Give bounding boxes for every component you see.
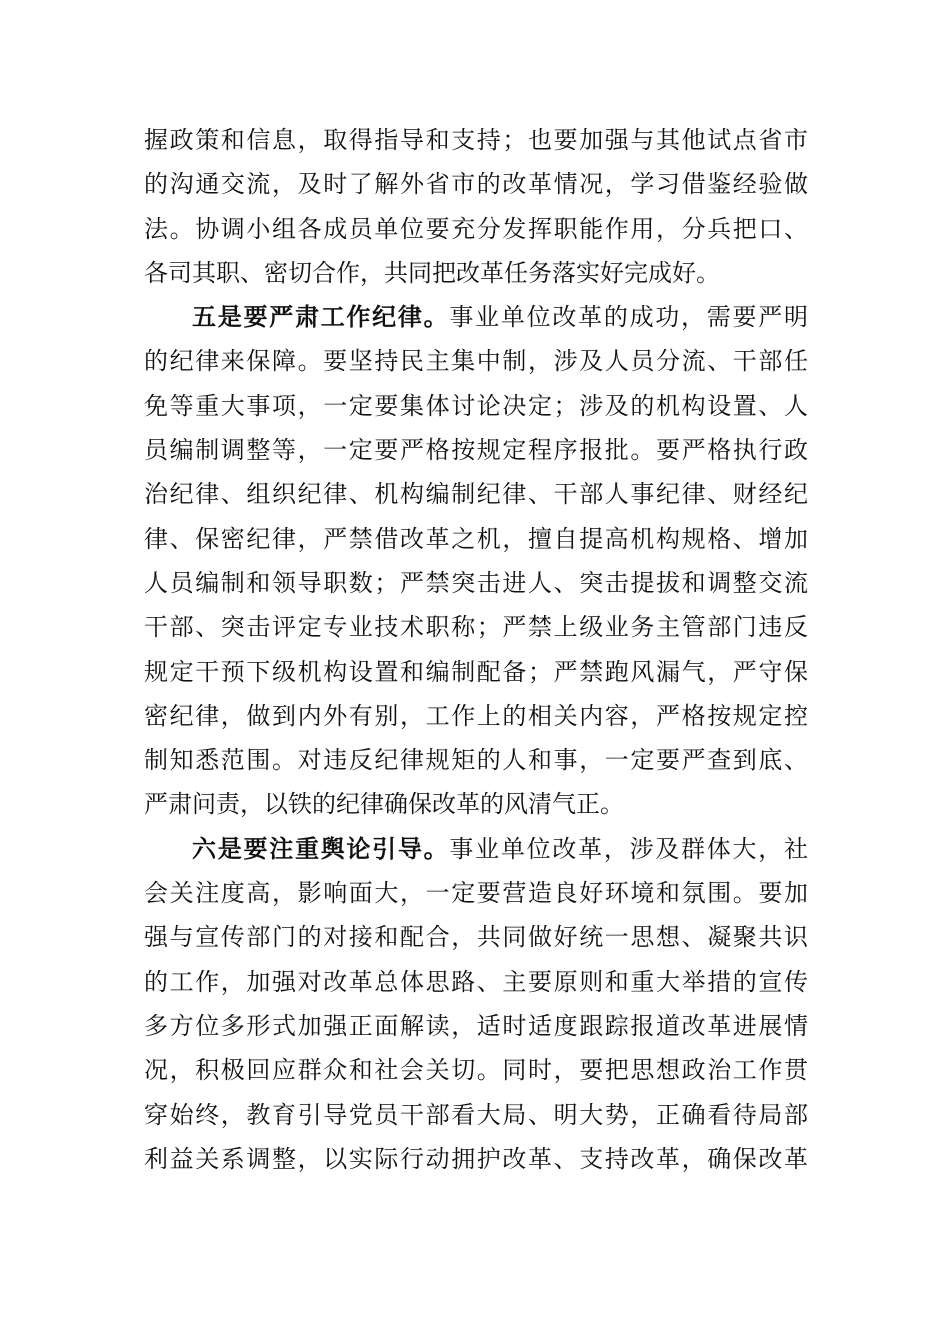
text-line: 治纪律、组织纪律、机构编制纪律、干部人事纪律、财经纪 [144, 480, 808, 509]
text-line [144, 295, 808, 339]
text-line: 穿始终，教育引导党员干部看大局、明大势，正确看待局部 [144, 1100, 808, 1129]
text-line: 制知悉范围。对违反纪律规矩的人和事，一定要严查到底、 [144, 746, 808, 775]
text-line: 严肃问责，以铁的纪律确保改革的风清气正。 [144, 790, 624, 819]
text-line: 的纪律来保障。要坚持民主集中制，涉及人员分流、干部任 [144, 347, 808, 376]
text-line: 各司其职、密切合作，共同把改革任务落实好完成好。 [144, 258, 720, 287]
paragraph-public-opinion [144, 827, 808, 1181]
text-line: 干部、突击评定专业技术职称；严禁上级业务主管部门违反 [144, 613, 808, 642]
text-line: 律、保密纪律，严禁借改革之机，擅自提高机构规格、增加 [144, 524, 808, 553]
text-line: 况，积极回应群众和社会关切。同时，要把思想政治工作贯 [144, 1056, 808, 1085]
text-line: 人员编制和领导职数；严禁突击进人、突击提拔和调整交流 [144, 568, 808, 597]
text-line: 强与宣传部门的对接和配合，共同做好统一思想、凝聚共识 [144, 923, 808, 952]
text-line: 员编制调整等，一定要严格按规定程序报批。要严格执行政 [144, 436, 808, 465]
paragraph-coordination [144, 118, 808, 295]
text-line: 的沟通交流，及时了解外省市的改革情况，学习借鉴经验做 [144, 170, 808, 199]
text-line: 多方位多形式加强正面解读，适时适度跟踪报道改革进展情 [144, 1011, 808, 1040]
text-line [144, 827, 808, 871]
paragraph-heading: 五是要严肃工作纪律。 [192, 302, 450, 332]
paragraph-heading: 六是要注重舆论引导。 [192, 833, 450, 863]
text-line: 法。协调小组各成员单位要充分发挥职能作用，分兵把口、 [144, 214, 808, 243]
paragraph-work-discipline [144, 295, 808, 827]
text-line: 规定干预下级机构设置和编制配备；严禁跑风漏气，严守保 [144, 657, 808, 686]
text-line: 的工作，加强对改革总体思路、主要原则和重大举措的宣传 [144, 967, 808, 996]
text-fragment: 事业单位改革的成功，需要严明 [449, 303, 808, 332]
text-line: 免等重大事项，一定要集体讨论决定；涉及的机构设置、人 [144, 391, 808, 420]
text-fragment: 事业单位改革，涉及群体大，社 [449, 834, 808, 863]
text-line: 握政策和信息，取得指导和支持；也要加强与其他试点省市 [144, 126, 808, 154]
text-line: 会关注度高，影响面大，一定要营造良好环境和氛围。要加 [144, 879, 808, 908]
text-line: 密纪律，做到内外有别，工作上的相关内容，严格按规定控 [144, 701, 808, 730]
document-body [144, 118, 808, 1181]
text-line: 利益关系调整，以实际行动拥护改革、支持改革，确保改革 [144, 1144, 808, 1173]
